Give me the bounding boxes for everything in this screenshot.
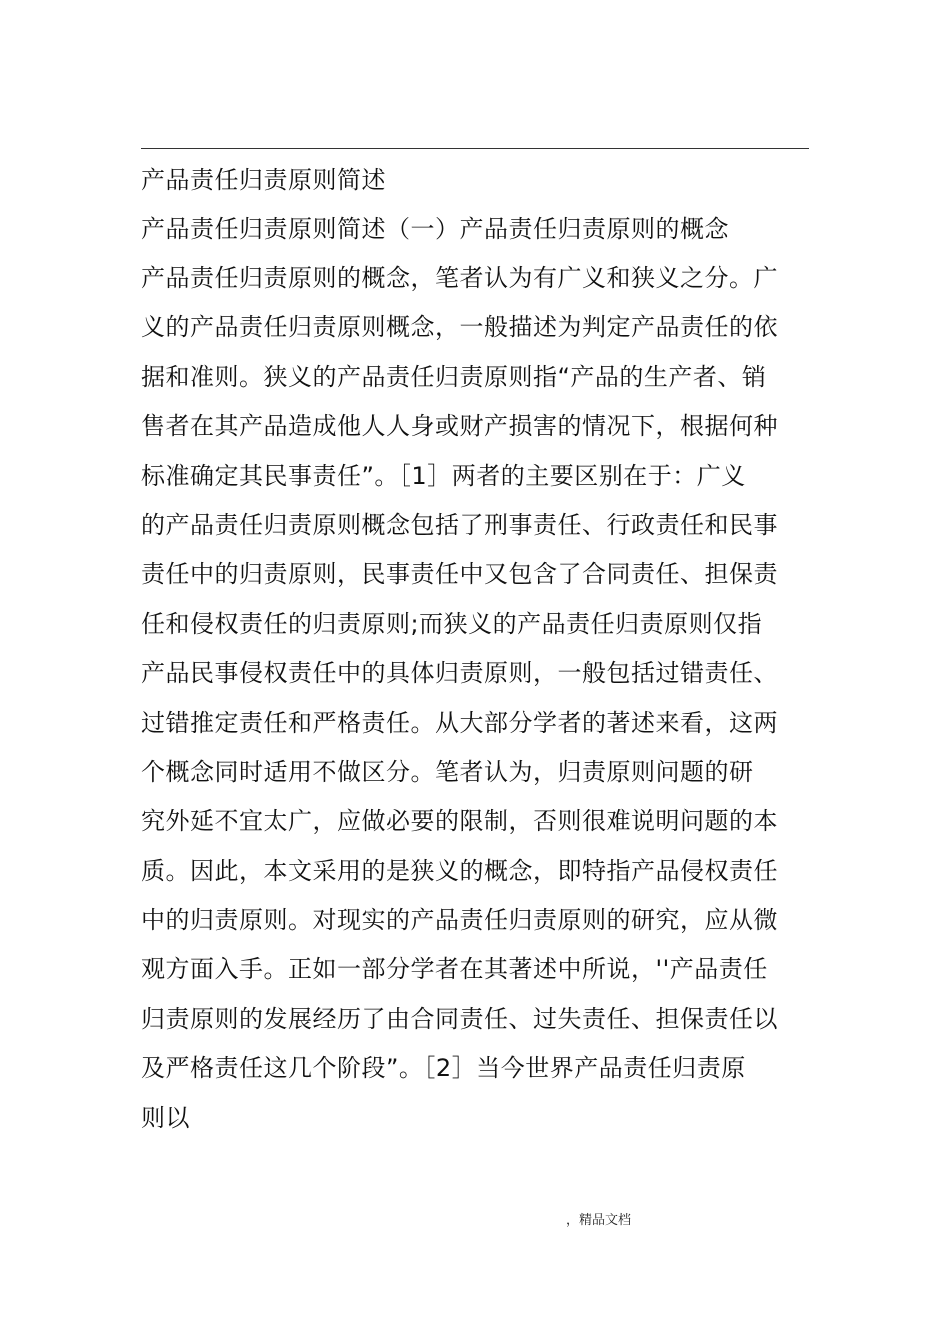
body-paragraph — [141, 261, 821, 1150]
paragraph-line: 及严格责任这几个阶段”。［2］当今世界产品责任归责原 — [141, 1054, 746, 1083]
paragraph-line: 个概念同时适用不做区分。笔者认为，归责原则问题的研 — [141, 757, 754, 786]
paragraph-line: 售者在其产品造成他人人身或财产损害的情况下，根据何种 — [141, 412, 778, 441]
paragraph-line: 则以 — [141, 1103, 190, 1132]
paragraph-line: 产品民事侵权责任中的具体归责原则，一般包括过错责任、 — [141, 659, 778, 688]
document-title: 产品责任归责原则简述 — [141, 166, 386, 194]
paragraph-line: 产品责任归责原则的概念，笔者认为有广义和狭义之分。广 — [141, 264, 778, 292]
header-rule — [141, 148, 809, 149]
paragraph-line: 归责原则的发展经历了由合同责任、过失责任、担保责任以 — [141, 1004, 778, 1033]
paragraph-line: 义的产品责任归责原则概念，一般描述为判定产品责任的依 — [141, 313, 778, 342]
paragraph-line: 责任中的归责原则，民事责任中又包含了合同责任、担保责 — [141, 560, 778, 589]
paragraph-line: 质。因此，本文采用的是狭义的概念，即特指产品侵权责任 — [141, 856, 778, 885]
paragraph-line: 过错推定责任和严格责任。从大部分学者的著述来看，这两 — [141, 708, 778, 737]
paragraph-line: 标准确定其民事责任”。［1］两者的主要区别在于：广义 — [141, 461, 746, 490]
paragraph-line: 中的归责原则。对现实的产品责任归责原则的研究，应从微 — [141, 906, 778, 935]
paragraph-line: 究外延不宜太广，应做必要的限制，否则很难说明问题的本 — [141, 807, 778, 836]
paragraph-line: 任和侵权责任的归责原则;而狭义的产品责任归责原则仅指 — [141, 609, 763, 638]
paragraph-line: 观方面入手。正如一部分学者在其著述中所说，''产品责任 — [141, 955, 768, 984]
footer-watermark-text: ，精品文档 — [566, 1213, 632, 1228]
paragraph-line: 的产品责任归责原则概念包括了刑事责任、行政责任和民事 — [141, 510, 778, 539]
section-heading: 产品责任归责原则简述（一）产品责任归责原则的概念 — [141, 215, 729, 243]
paragraph-line: 据和准则。狭义的产品责任归责原则指“产品的生产者、销 — [141, 362, 767, 391]
